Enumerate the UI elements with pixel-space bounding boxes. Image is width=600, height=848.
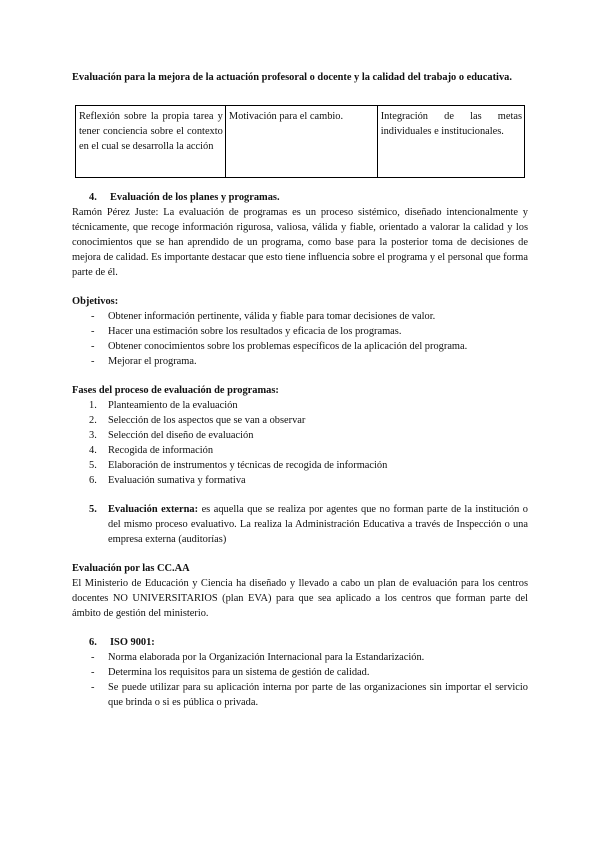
list-item: 6. Evaluación sumativa y formativa [89,475,246,486]
section-6-heading [72,635,528,650]
list-item: 3. Selección del diseño de evaluación [89,430,254,441]
section-5 [72,502,528,547]
ccaa-heading: Evaluación por las CC.AA [72,563,190,574]
list-item: - Determina los requisitos para un sistema de gestión de calidad. [91,667,370,678]
objetivos-heading: Objetivos: [72,296,119,307]
iso-list [72,650,528,710]
table-row [76,106,525,178]
list-item: 4. Recogida de información [89,445,214,456]
table-cell: Motivación para el cambio. [225,106,377,178]
list-item: - Obtener conocimientos sobre los problemas específicos de la aplicación del programa. [91,341,468,352]
list-item: 2. Selección de los aspectos que se van a observar [89,415,306,426]
list-item: 1. Planteamiento de la evaluación [89,400,238,411]
section-4-heading [72,190,528,205]
table-cell: Integración de las metas individuales e institucionales. [377,106,524,178]
section-5-lead: Evaluación externa: [108,504,199,515]
list-item: - Norma elaborada por la Organización Internacional para la Estandarización. [91,652,425,663]
section-number: 6. [89,637,97,648]
fases-list [72,398,528,488]
section-title: ISO 9001: [110,637,155,648]
section-number: 5. [89,504,97,515]
list-item: - Hacer una estimación sobre los resultados y eficacia de los programas. [91,326,402,337]
evaluation-table [75,105,525,178]
document-title: Evaluación para la mejora de la actuación profesoral o docente y la calidad del trabajo o educativa. [72,72,512,83]
section-5-body: es aquella que se realiza por agentes que no forman parte de la institución o del mismo proceso evaluativo. La realiza la Administración Educativa a través de Inspección o una empresa externa (auditorías) [108,504,528,545]
table-cell: Reflexión sobre la propia tarea y tener conciencia sobre el contexto en el cual se desarrolla la acción [76,106,226,178]
objetivos-list [72,309,528,369]
ccaa-body: El Ministerio de Educación y Ciencia ha diseñado y llevado a cabo un plan de evaluación para los centros docentes NO UNIVERSITARIOS (plan EVA) para que sea aplicado a los centros que forman parte del ámbito de gestión del ministerio. [72,578,528,619]
section-4-body: Ramón Pérez Juste: La evaluación de programas es un proceso sistémico, diseñado intencionalmente y técnicamente, que recoge información rigurosa, valiosa, válida y fiable, orientado a valorar la calidad y los conocimientos que se han aprendido de un programa, como base para la posterior toma de decisiones de mejora de calidad. Es importante destacar que esto tiene influencia sobre el programa y el personal que forma parte de él. [72,207,528,278]
list-item: - Se puede utilizar para su aplicación interna por parte de las organizaciones sin importar el servicio que brinda o si es pública o privada. [91,682,528,708]
section-title: Evaluación de los planes y programas. [110,192,280,203]
list-item: 5. Elaboración de instrumentos y técnicas de recogida de información [89,460,388,471]
section-number: 4. [89,192,97,203]
list-item: - Obtener información pertinente, válida y fiable para tomar decisiones de valor. [91,311,436,322]
fases-heading: Fases del proceso de evaluación de programas: [72,385,279,396]
list-item: - Mejorar el programa. [91,356,197,367]
document-page [72,70,528,710]
